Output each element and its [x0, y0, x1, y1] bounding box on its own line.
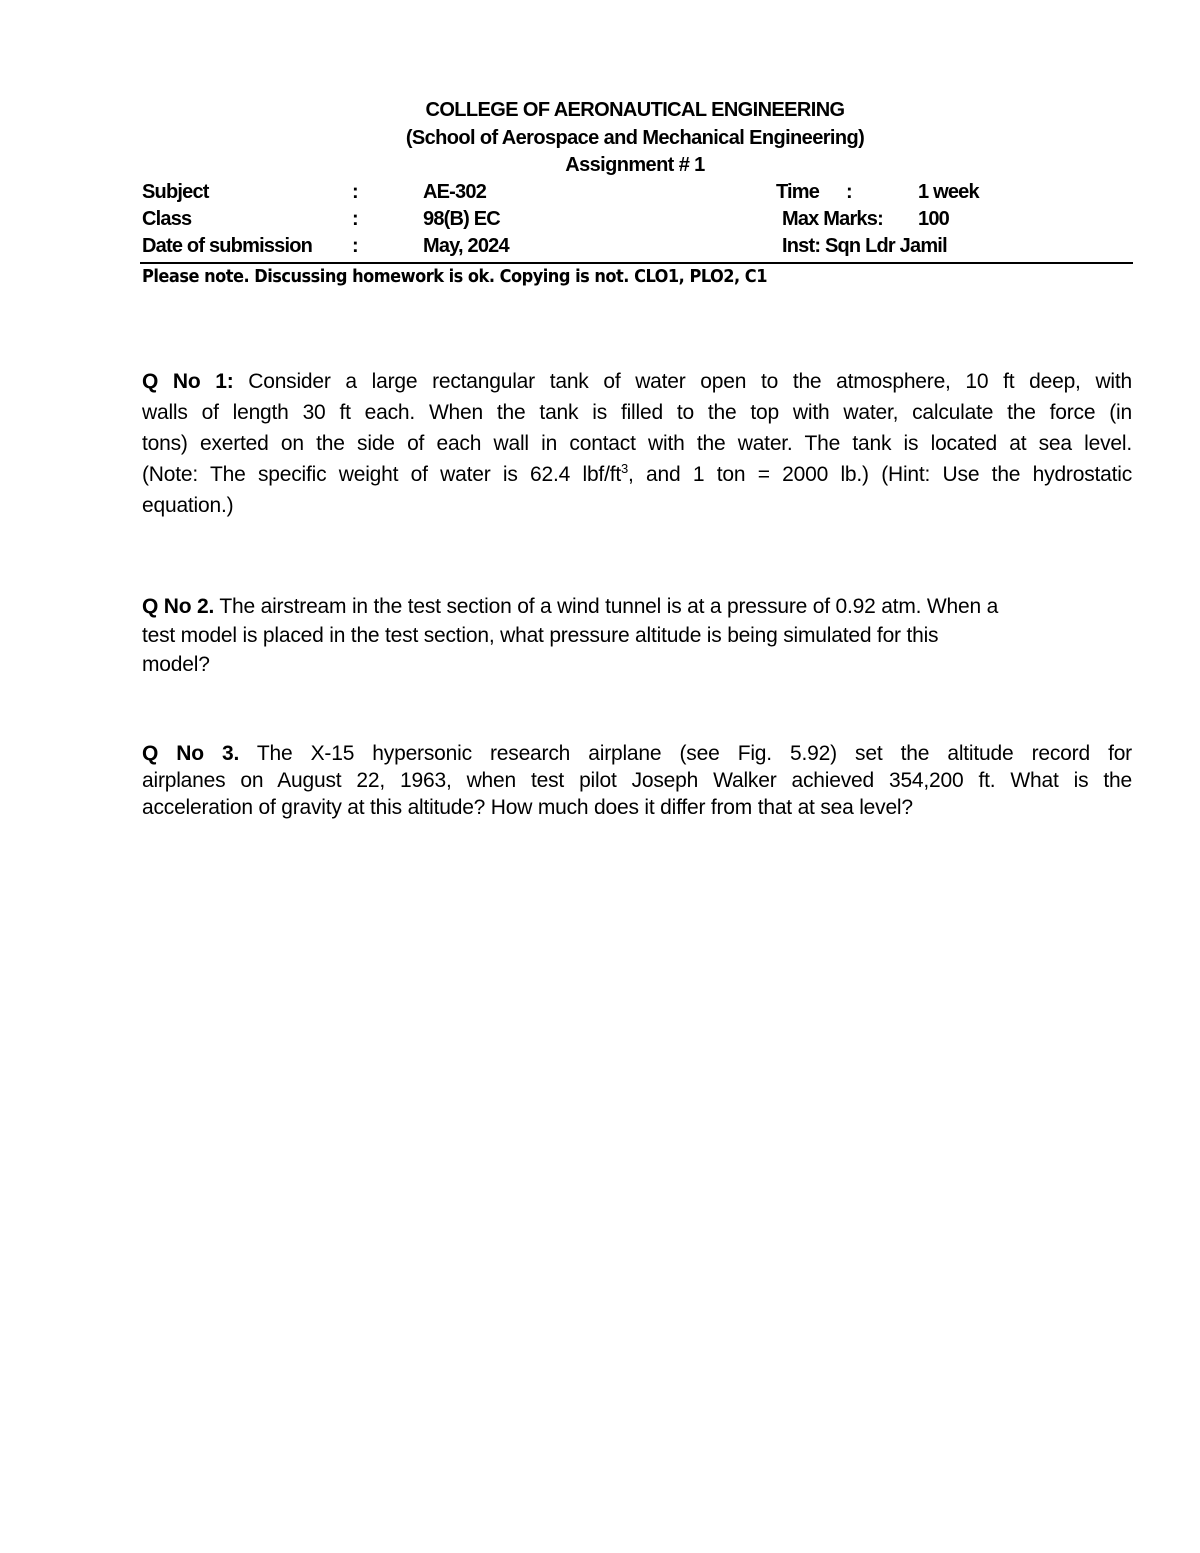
question-text: model? — [142, 653, 210, 676]
date-value: May, 2024 — [423, 235, 509, 257]
question-1 — [142, 366, 1132, 521]
header-divider — [140, 262, 1133, 264]
max-marks-value: 100 — [918, 208, 949, 230]
question-text: walls of length 30 ft each. When the tank is filled to the top with water, calculate the force (in — [142, 401, 1132, 424]
subject-value: AE-302 — [423, 181, 487, 203]
question-text: acceleration of gravity at this altitude? How much does it differ from that at sea level? — [142, 796, 913, 819]
question-text: test model is placed in the test section, what pressure altitude is being simulated for this — [142, 624, 939, 647]
question-text: airplanes on August 22, 1963, when test pilot Joseph Walker achieved 354,200 ft. What is the — [142, 769, 1132, 792]
subject-colon: : — [352, 181, 358, 203]
time-label: Time — [776, 181, 820, 203]
time-value: 1 week — [918, 181, 979, 203]
school-subtitle: (School of Aerospace and Mechanical Engineering) — [405, 127, 865, 149]
max-marks-label: Max Marks: — [782, 208, 883, 230]
instructor-label: Inst: Sqn Ldr Jamil — [782, 235, 947, 257]
class-value: 98(B) EC — [423, 208, 500, 230]
class-label: Class — [142, 208, 192, 230]
question-label: Q No 2. — [142, 595, 215, 618]
question-text: The X-15 hypersonic research airplane (see Fig. 5.92) set the altitude record for — [239, 742, 1132, 765]
question-text: equation.) — [142, 494, 234, 517]
date-colon: : — [352, 235, 358, 257]
assignment-number: Assignment # 1 — [565, 154, 705, 176]
question-text: , and 1 ton = 2000 lb.) (Hint: Use the hydrostatic — [628, 463, 1133, 486]
question-text: Consider a large rectangular tank of water open to the atmosphere, 10 ft deep, with — [233, 370, 1132, 393]
class-colon: : — [352, 208, 358, 230]
question-text: (Note: The specific weight of water is 62.4 lbf/ft — [142, 463, 621, 486]
subject-label: Subject — [142, 181, 209, 203]
time-colon: : — [846, 181, 852, 203]
question-label: Q No 3. — [142, 742, 240, 765]
date-label: Date of submission — [142, 235, 313, 257]
question-text: tons) exerted on the side of each wall in contact with the water. The tank is located at sea level. — [142, 432, 1132, 455]
question-label: Q No 1: — [142, 370, 234, 393]
homework-note: Please note. Discussing homework is ok. Copying is not. CLO1, PLO2, C1 — [142, 266, 767, 287]
question-2 — [142, 592, 1132, 679]
college-title: COLLEGE OF AERONAUTICAL ENGINEERING — [425, 99, 845, 121]
superscript: 3 — [620, 461, 629, 476]
question-text: The airstream in the test section of a wind tunnel is at a pressure of 0.92 atm. When a — [214, 595, 999, 618]
question-3 — [142, 740, 1132, 821]
